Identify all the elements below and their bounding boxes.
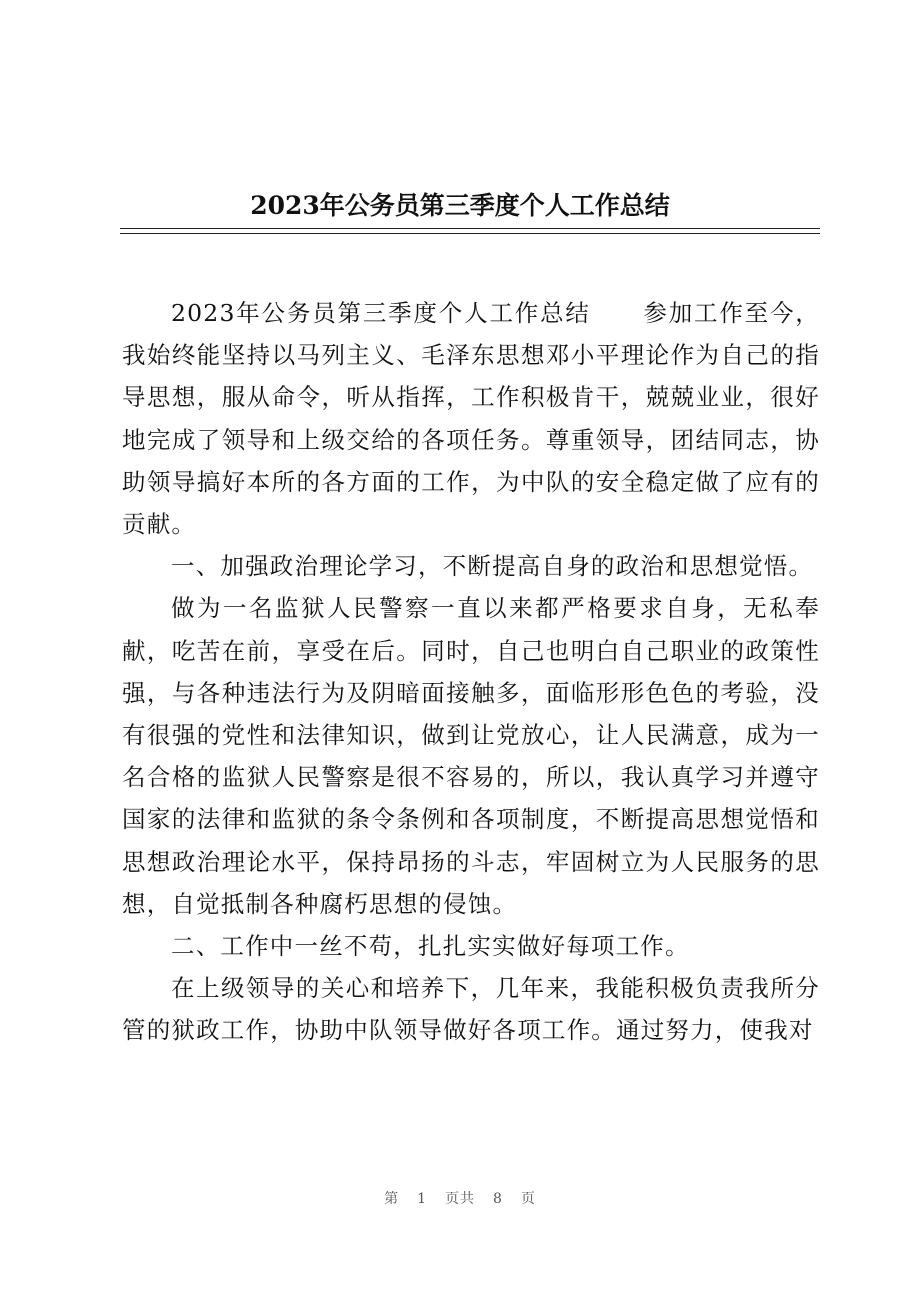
section-1-heading: 一、加强政治理论学习，不断提高自身的政治和思想觉悟。 [171,552,814,581]
footer-page-number: 1 [417,1191,427,1207]
footer-page-total: 8 [493,1191,503,1207]
section-2-heading: 二、工作中一丝不苟，扎扎实实做好每项工作。 [171,932,690,961]
title-underline-bottom [120,233,820,234]
intro-lead: 2023年公务员第三季度个人工作总结 [171,299,591,327]
intro-rest: 参加工作至今，我始终能坚持以马列主义、毛泽东思想邓小平理论作为自己的指导思想，服从命令，听从指挥，工作积极肯干，兢兢业业，很好地完成了领导和上级交给的各项任务。尊重领导，团结同志，协助领导搞好本所的各方面的工作，为中队的安全稳定做了应有的贡献。 [122,299,821,539]
document-title: 2023年公务员第三季度个人工作总结 [250,191,670,220]
intro-paragraph [122,292,820,545]
footer-page-suffix: 页 [520,1191,536,1207]
footer-page-prefix: 第 [384,1191,400,1207]
section-2-body: 在上级领导的关心和培养下，几年来，我能积极负责我所分管的狱政工作，协助中队领导做好各项工作。通过努力，使我对 [122,974,820,1045]
footer-page-middle: 页共 [445,1191,475,1207]
page-footer [0,1188,920,1208]
title-underline-top [120,228,820,229]
document-body [122,292,820,1052]
section-1-body: 做为一名监狱人民警察一直以来都严格要求自身，无私奉献，吃苦在前，享受在后。同时，自己也明白自己职业的政策性强，与各种违法行为及阴暗面接触多，面临形形色色的考验，没有很强的党性和法律知识，做到让党放心，让人民满意，成为一名合格的监狱人民警察是很不容易的，所以，我认真学习并遵守国家的法律和监狱的条令条例和各项制度，不断提高思想觉悟和思想政治理论水平，保持昂扬的斗志，牢固树立为人民服务的思想，自觉抵制各种腐朽思想的侵蚀。 [122,594,820,918]
